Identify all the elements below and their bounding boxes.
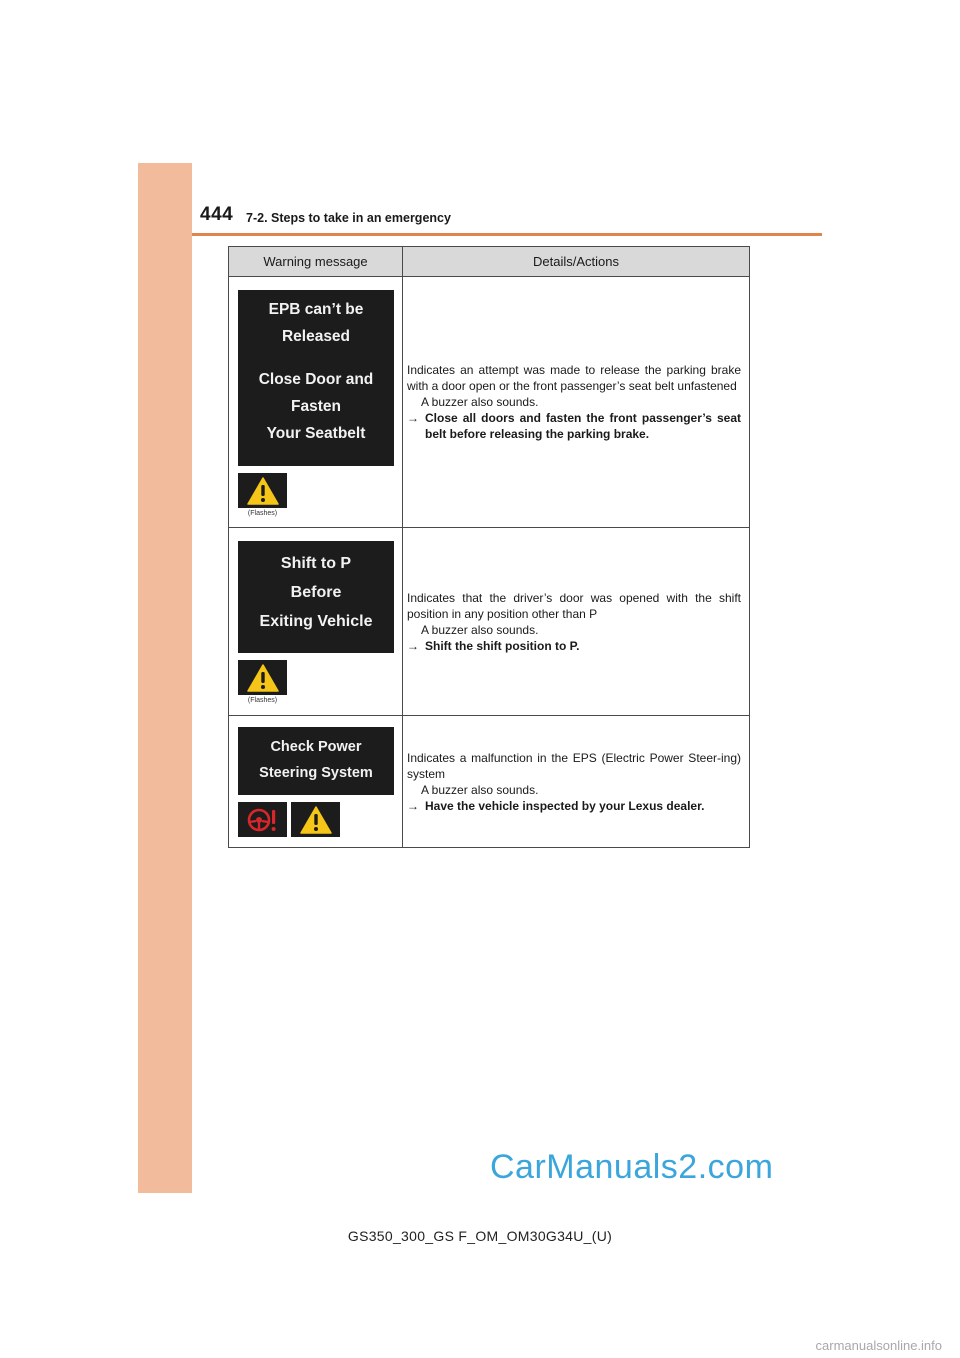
display-line: Check Power [270,739,362,755]
display-line: Steering System [259,765,373,781]
flashes-label: (Flashes) [247,510,278,517]
warning-message-cell [229,716,403,848]
buzzer-note: A buzzer also sounds. [421,395,539,409]
steering-warning-icon [238,802,287,837]
arrow-icon: → [407,411,419,425]
details-actions-cell [403,528,750,716]
display-line: Shift to P [280,555,352,572]
arrow-icon: → [407,638,419,653]
footer-code: GS350_300_GS F_OM_OM30G34U_(U) [347,1228,613,1244]
details-actions-cell [403,716,750,848]
table-row [229,528,750,716]
display-line: Exiting Vehicle [259,613,373,630]
action-text: → Shift the shift position to P. [407,638,580,653]
buzzer-note: A buzzer also sounds. [421,782,539,797]
watermark-carmanuals2: CarManuals2.com [490,1148,774,1186]
table-header-row [229,247,750,277]
watermark-carmanualsonline: carmanualsonline.info [815,1338,942,1353]
display-line: Fasten [291,398,341,415]
warning-message-cell [229,277,403,528]
warning-message-table [228,246,750,848]
warning-triangle-icon [291,802,340,837]
section-title: 7-2. Steps to take in an emergency [246,211,451,225]
warning-triangle-icon [238,660,287,695]
display-line: Your Seatbelt [266,425,366,442]
arrow-icon: → [407,798,419,813]
warning-message-cell [229,528,403,716]
warning-triangle-icon [238,473,287,508]
epb-display-image [238,290,394,466]
display-line: EPB can’t be [268,301,364,318]
action-text: → Close all doors and fasten the front passenger’s seat belt before releasing the parking brake. [407,411,741,441]
shift-to-p-display-image [238,541,394,653]
buzzer-note: A buzzer also sounds. [421,622,539,637]
chapter-side-strip [138,163,192,1193]
details-actions-cell [403,277,750,528]
details-text: Indicates that the driver’s door was opened with the shift position in any position other than P [407,590,741,621]
display-line: Before [290,584,342,601]
check-power-steering-display-image [238,727,394,795]
header-rule [192,233,822,236]
display-line: Released [281,328,351,345]
col-header-warning-message: Warning message [229,247,403,277]
display-line: Close Door and [258,371,374,388]
flashes-label: (Flashes) [247,697,278,704]
details-text: Indicates a malfunction in the EPS (Electric Power Steer-ing) system [407,750,741,781]
page-number: 444 [200,204,234,225]
details-text: Indicates an attempt was made to release the parking brake with a door open or the front passenger’s seat belt unfastened [407,363,741,393]
col-header-details-actions: Details/Actions [403,247,750,277]
table-row [229,277,750,528]
table-row [229,716,750,848]
action-text: → Have the vehicle inspected by your Lexus dealer. [407,798,705,813]
